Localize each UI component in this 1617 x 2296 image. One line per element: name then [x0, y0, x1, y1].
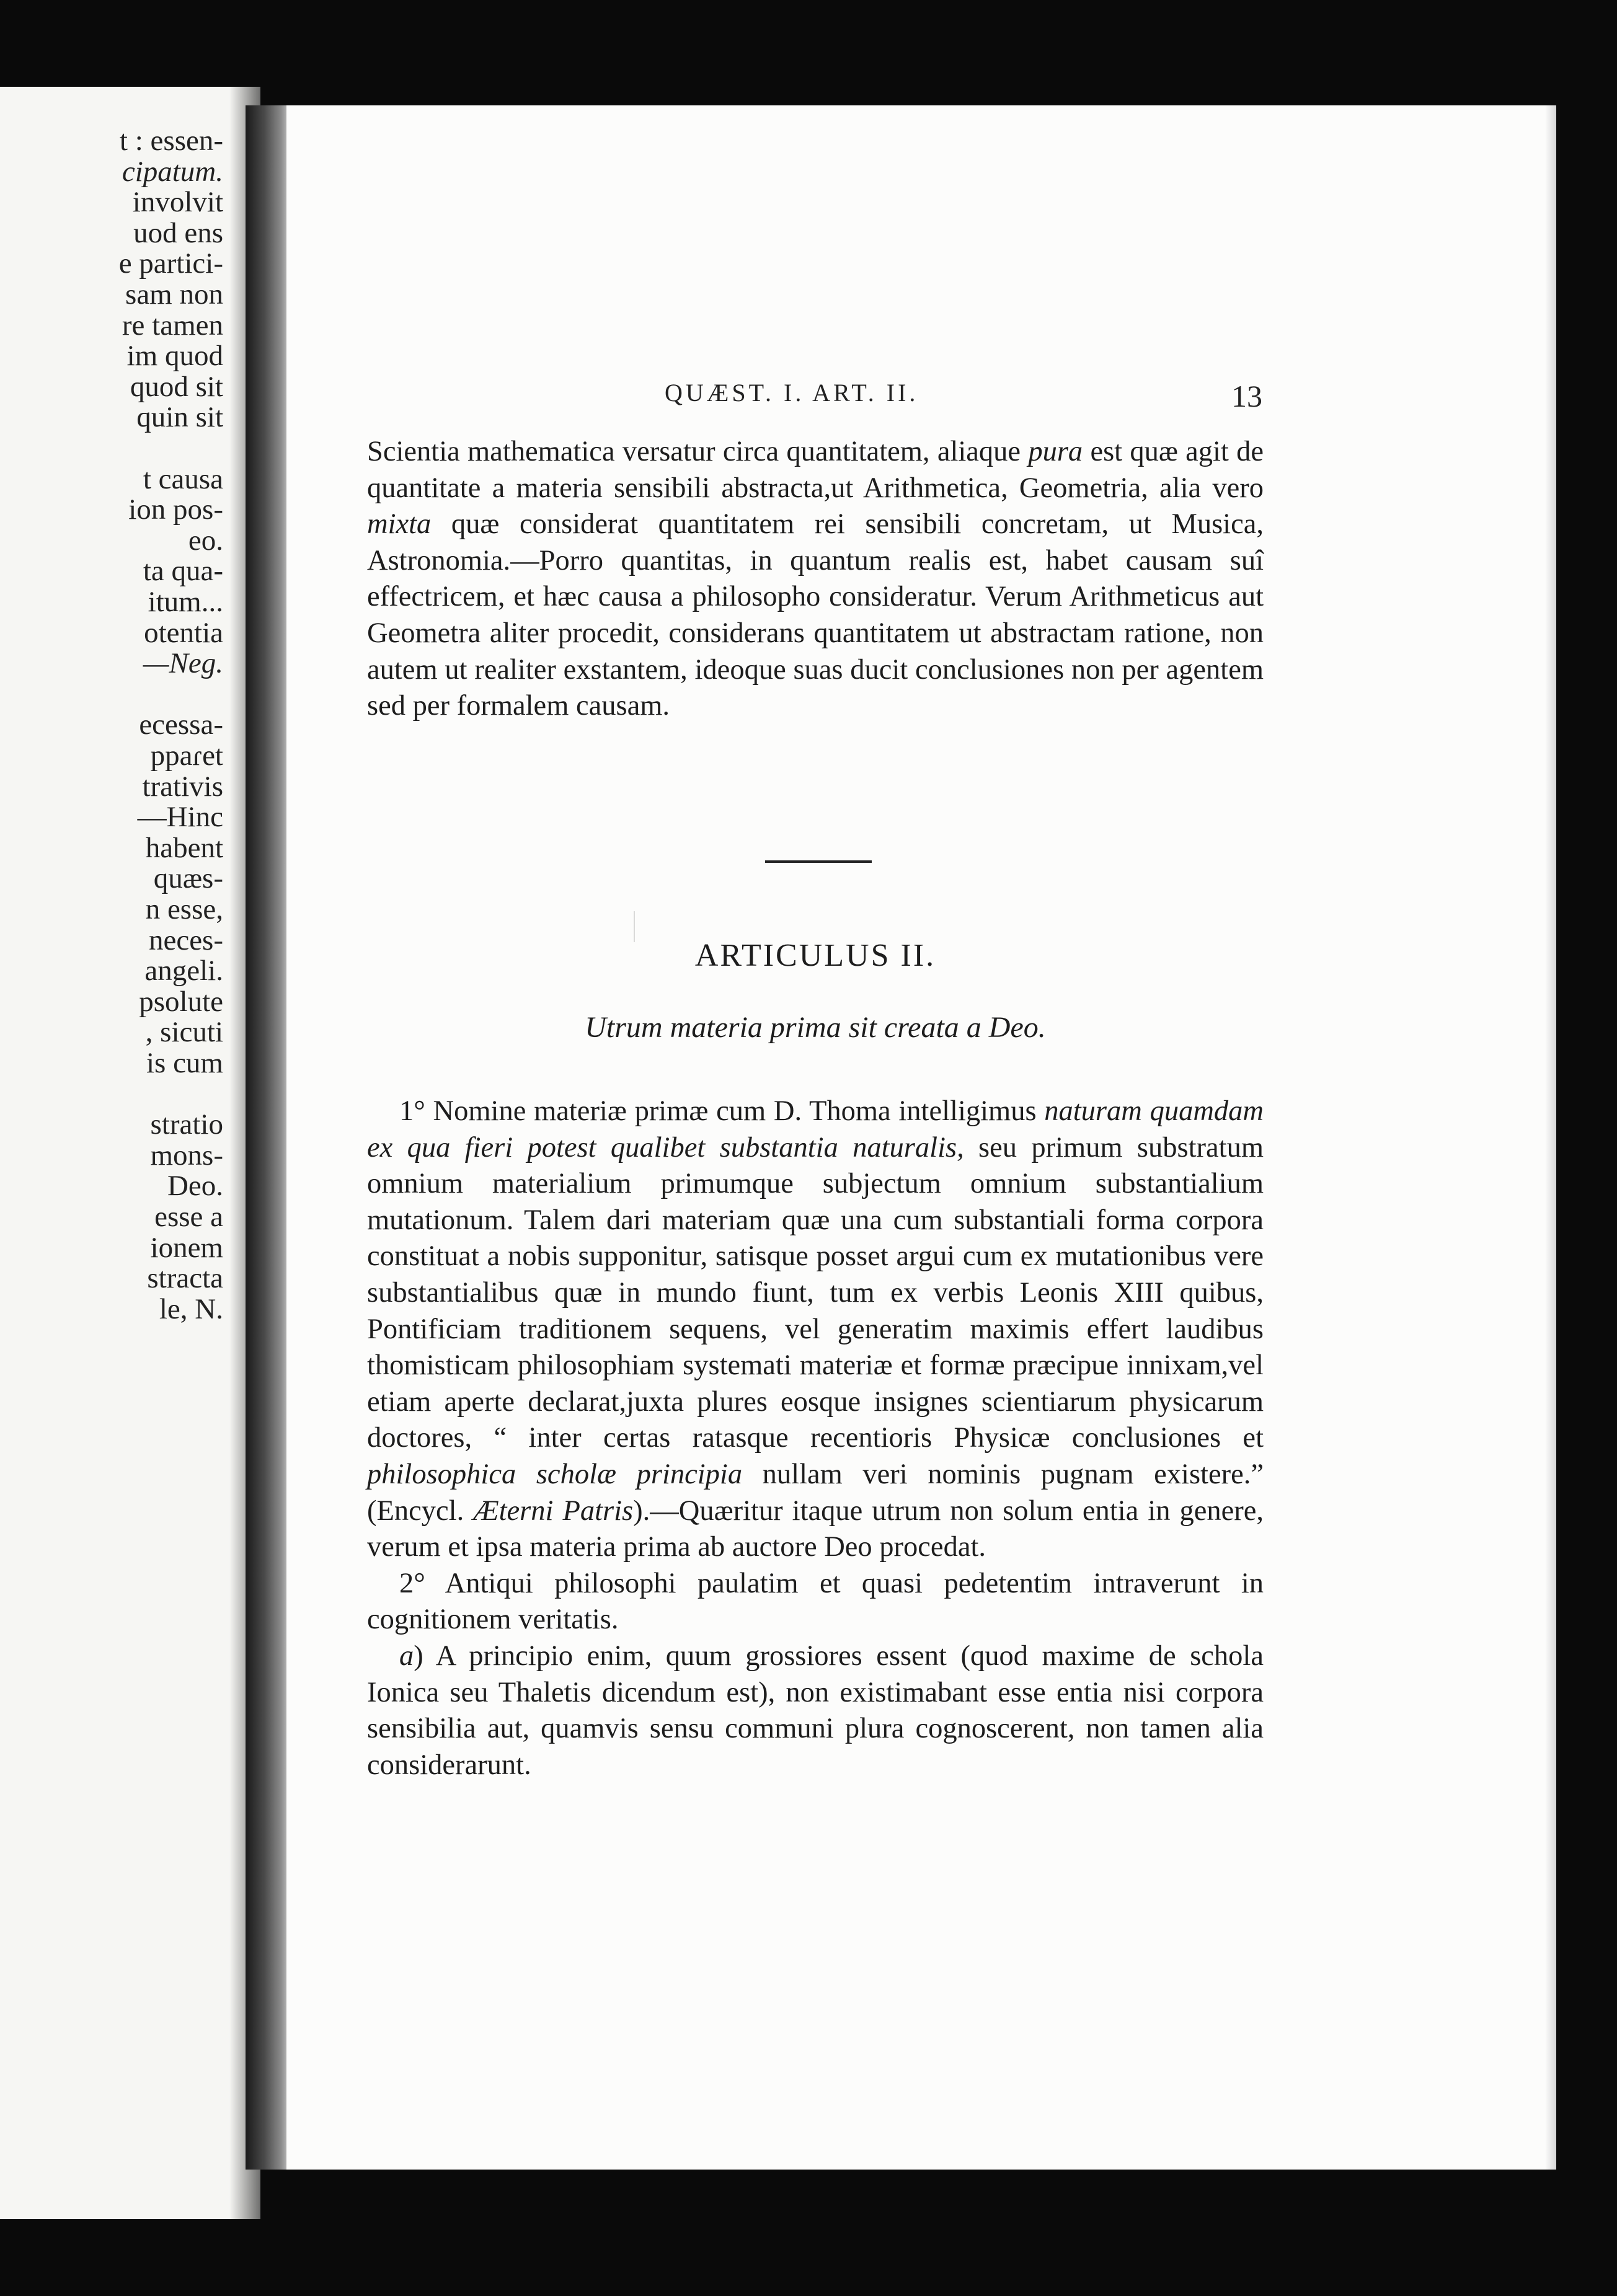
- section-rule: [765, 860, 872, 863]
- article-subtitle: Utrum materia prima sit creata a Deo.: [585, 1011, 1046, 1044]
- left-page-line: otentia: [144, 616, 223, 649]
- text-run: Scientia mathematica versatur circa quantitatem, aliaque: [367, 436, 1029, 467]
- left-page-line: is cum: [146, 1047, 223, 1079]
- text-run: seu primum substratum omnium materialium primumque subjectum omnium substantialium mutationum. Talem dari materiam quæ una cum substantiali forma corpora constituat a nobis supponitur, satisque posset argui cum ex mutationibus vere substantialibus quæ in mundo fiunt, tum ex verbis Leonis XIII quibus, Pontificiam traditionem sequens, vel generatim maximis effert laudibus thomisticam philosophiam systemati materiæ et formæ præcipue innixam,vel etiam aperte declarat,juxta plures eosque insignes scientiarum physicarum doctores, “ inter certas ratasque recentioris Physicæ conclusiones et: [367, 1131, 1264, 1454]
- italic-run: mixta: [367, 508, 432, 541]
- left-page-line: t causa: [143, 462, 223, 495]
- left-page-line: angeli.: [144, 955, 223, 987]
- left-page-line: im quod: [126, 340, 223, 373]
- left-page-line: quæs-: [153, 862, 223, 895]
- text-run: 2° Antiqui philosophi paulatim et quasi pedetentim intraverunt in cognitionem veritatis.: [367, 1567, 1264, 1636]
- paragraph-4: [367, 1638, 1264, 1783]
- left-page-line: involvit: [132, 186, 223, 219]
- left-page-line: esse a: [154, 1201, 223, 1233]
- left-page-fragment: [0, 87, 260, 2219]
- paragraph-1: [367, 434, 1264, 725]
- left-page-line: stratio: [150, 1108, 223, 1141]
- text-run: nullam veri nominis pugnam existere.” (Encycl.: [367, 1458, 1264, 1527]
- text-run: est quæ agit de quantitate a materia sensibili abstracta,ut Arithmetica, Geometria, alia vero: [367, 436, 1264, 504]
- left-page-line: quod sit: [130, 370, 223, 403]
- left-page-line: uod ens: [133, 216, 223, 249]
- left-page-line: mons-: [150, 1139, 223, 1172]
- left-page-line: sam non: [125, 278, 223, 311]
- left-page-line: Deo.: [167, 1170, 223, 1203]
- text-run: ).—Quæritur itaque utrum non solum entia in genere, verum et ipsa materia prima ab auctore Deo procedat.: [367, 1495, 1264, 1563]
- text-run: 1° Nomine materiæ primæ cum D. Thoma intelligimus: [399, 1095, 1045, 1127]
- left-page-line: ta qua-: [143, 555, 223, 588]
- italic-run: a: [399, 1640, 414, 1672]
- left-page-line: ion pos-: [128, 493, 223, 526]
- left-page-line: re tamen: [122, 309, 223, 342]
- left-page-line: eo.: [188, 524, 223, 557]
- left-page-line: stracta: [147, 1262, 223, 1295]
- left-page-line: ionem: [150, 1231, 223, 1264]
- italic-run: pura: [1028, 436, 1083, 467]
- left-page-line: t : essen-: [119, 125, 223, 157]
- left-page-line: cipatum.: [122, 155, 223, 188]
- running-header: [286, 378, 1556, 422]
- book-gutter: [246, 105, 293, 2170]
- left-page-line: ecessa-: [139, 709, 223, 741]
- left-page-line: psolute: [139, 985, 223, 1018]
- left-page-line: —Neg.: [143, 647, 223, 680]
- italic-run: naturam quamdam ex qua fieri potest qualibet substantia naturalis,: [367, 1095, 1264, 1163]
- left-page-line: n esse,: [145, 893, 223, 925]
- left-page-line: quin sit: [136, 401, 223, 434]
- text-run: quæ considerat quantitatem rei sensibili concretam, ut Musica, Astronomia.—Porro quantitas, in quantum realis est, habet causam suî effectricem, et hæc causa a philosopho consideratur. Verum Arithmeticus aut Geometra aliter procedit, considerans quantitatem ut abstractam ratione, non autem ut realiter exstantem, ideoque suas ducit conclusiones non per agentem sed per formalem causam.: [367, 508, 1264, 722]
- italic-run: philosophica scholæ principia: [367, 1458, 743, 1490]
- paragraph-3: [367, 1566, 1264, 1638]
- italic-run: Æterni Patris: [473, 1495, 634, 1527]
- left-page-line: e partici-: [118, 247, 223, 280]
- text-run: ) A principio enim, quum grossiores essent (quod maxime de schola Ionica seu Thaletis dicendum est), non existimabant esse entia nisi corpora sensibilia aut, quamvis sensu communi plura cognoscerent, non tamen alia considerarunt.: [367, 1640, 1264, 1781]
- paragraph-mathematica: [367, 434, 1264, 725]
- left-page-line: ppaɾet: [150, 740, 223, 772]
- scan-artifact: [634, 911, 635, 942]
- right-page: [286, 105, 1556, 2170]
- running-title: QUÆST. I. ART. II.: [665, 379, 919, 407]
- page-number: 13: [1231, 379, 1262, 413]
- left-page-line: itum...: [148, 586, 223, 618]
- left-page-line: , sicuti: [145, 1016, 223, 1049]
- left-page-line: neces-: [148, 924, 223, 956]
- left-page-line: trativis: [142, 770, 223, 803]
- left-page-line: habent: [145, 831, 223, 864]
- article-body: [367, 1093, 1264, 1783]
- left-page-line: —Hinc: [137, 801, 223, 834]
- paragraph-2: [367, 1093, 1264, 1566]
- left-page-line: le, N.: [159, 1292, 223, 1325]
- article-heading: ARTICULUS II.: [694, 938, 936, 973]
